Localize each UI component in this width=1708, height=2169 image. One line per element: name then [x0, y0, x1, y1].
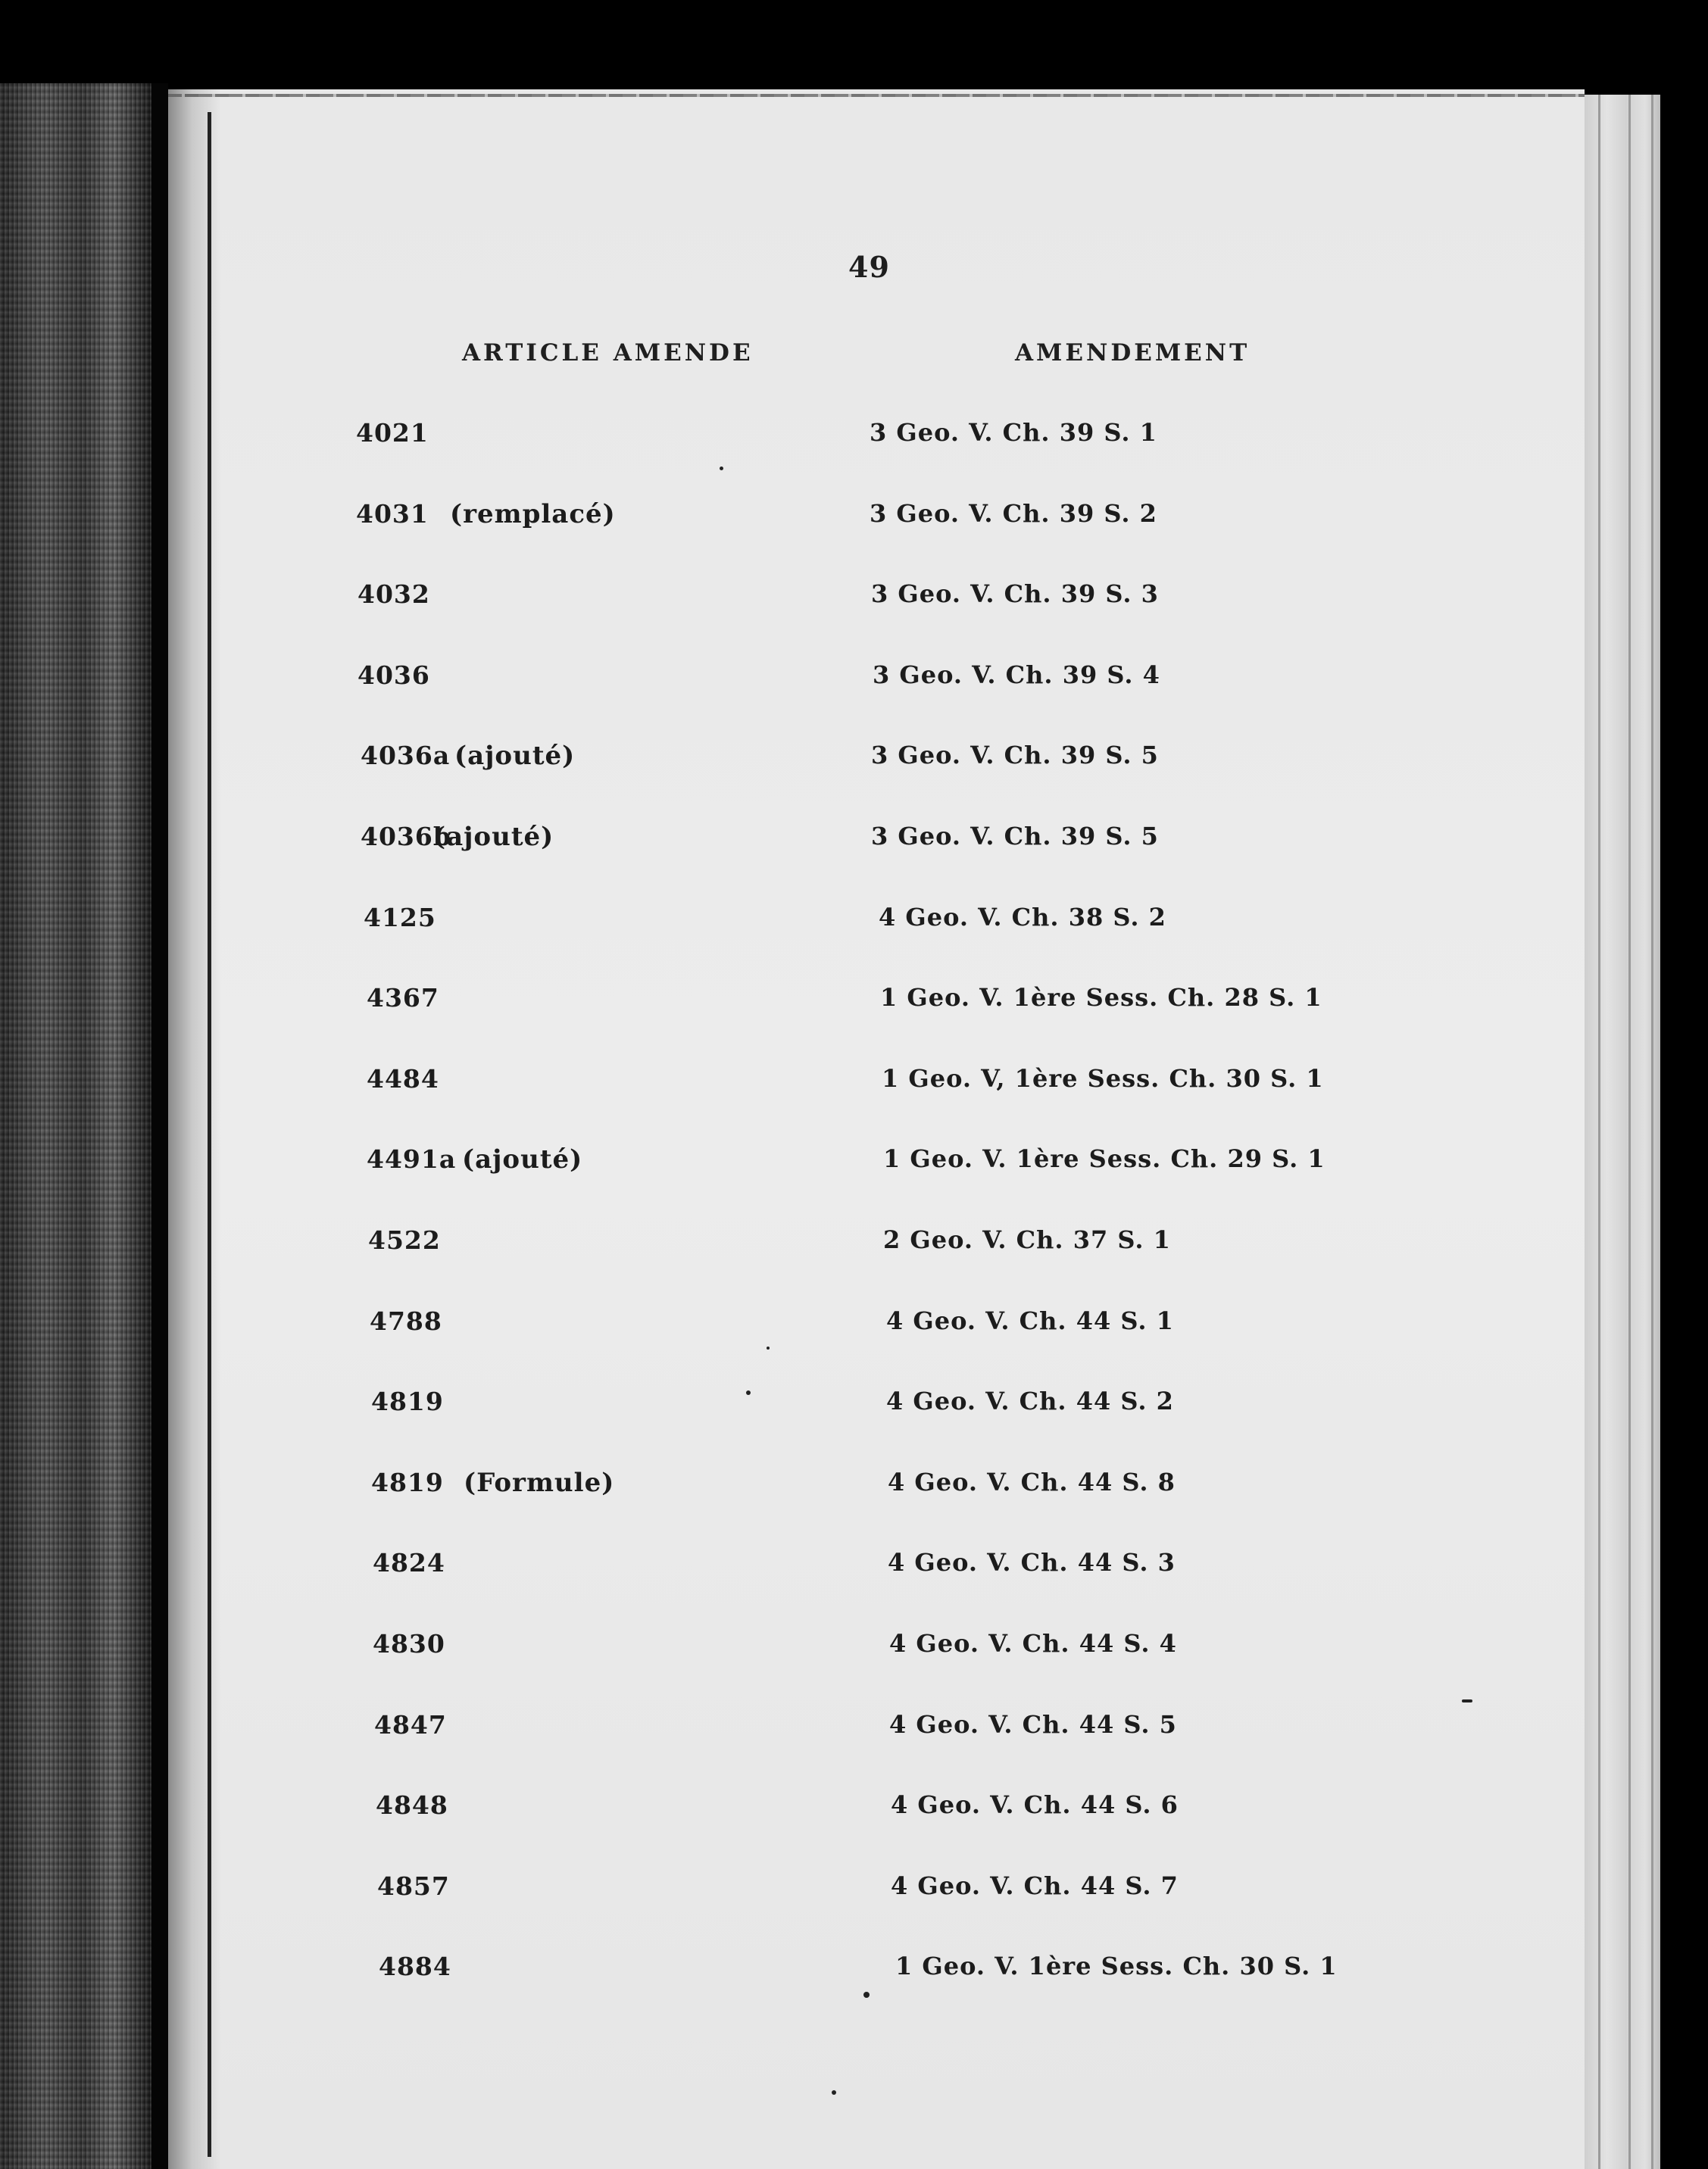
article-number: 4036b [361, 822, 451, 851]
scan-speck [863, 1992, 870, 1998]
stacked-page-edges [1585, 95, 1660, 2169]
article-number: 4036 [358, 660, 430, 690]
book-gutter [151, 83, 168, 2169]
scan-speck [1462, 1699, 1472, 1702]
page-number: 49 [848, 250, 890, 284]
amendment-reference: 4 Geo. V. Ch. 44 S. 4 [889, 1629, 1177, 1658]
table-row [0, 1548, 1708, 1586]
page-edge-line [1628, 95, 1631, 2169]
table-row [0, 1225, 1708, 1263]
adjacent-left-page [0, 83, 151, 2169]
article-note: (Formule) [464, 1468, 615, 1498]
article-number: 4367 [367, 983, 439, 1013]
scan-speck [746, 1390, 751, 1395]
table-row [0, 1468, 1708, 1506]
article-number: 4819 [371, 1468, 444, 1497]
table-row [0, 1629, 1708, 1667]
article-number: 4848 [376, 1790, 448, 1820]
table-row [0, 1306, 1708, 1344]
amendment-reference: 4 Geo. V. Ch. 44 S. 3 [888, 1548, 1176, 1577]
article-note: (ajouté) [433, 822, 554, 852]
table-row [0, 741, 1708, 779]
amendment-reference: 4 Geo. V. Ch. 44 S. 7 [891, 1871, 1179, 1900]
amendment-reference: 4 Geo. V. Ch. 44 S. 8 [888, 1468, 1176, 1496]
column-header-amendment: AMENDEMENT [1015, 339, 1251, 367]
amendment-reference: 3 Geo. V. Ch. 39 S. 1 [870, 418, 1157, 447]
table-row [0, 1952, 1708, 1990]
page-binding-shadow [168, 89, 221, 2169]
article-number: 4036a [361, 741, 451, 770]
table-row [0, 1790, 1708, 1828]
amendment-reference: 4 Geo. V. Ch. 44 S. 1 [886, 1306, 1174, 1335]
amendment-reference: 3 Geo. V. Ch. 39 S. 2 [870, 499, 1157, 528]
amendment-reference: 1 Geo. V. 1ère Sess. Ch. 29 S. 1 [883, 1144, 1325, 1173]
article-number: 4830 [373, 1629, 445, 1659]
article-note: (ajouté) [462, 1144, 583, 1175]
scan-speck [720, 467, 723, 470]
amendment-reference: 1 Geo. V. 1ère Sess. Ch. 30 S. 1 [895, 1952, 1338, 1980]
table-row [0, 499, 1708, 537]
table-row [0, 1064, 1708, 1102]
amendment-reference: 3 Geo. V. Ch. 39 S. 4 [873, 660, 1160, 689]
amendment-reference: 4 Geo. V. Ch. 38 S. 2 [879, 903, 1166, 932]
amendment-reference: 3 Geo. V. Ch. 39 S. 3 [871, 579, 1159, 608]
article-number: 4847 [374, 1710, 447, 1740]
table-row [0, 579, 1708, 617]
table-row [0, 1387, 1708, 1425]
amendment-reference: 4 Geo. V. Ch. 44 S. 6 [891, 1790, 1179, 1819]
amendment-reference: 3 Geo. V. Ch. 39 S. 5 [871, 741, 1159, 769]
amendment-reference: 4 Geo. V. Ch. 44 S. 5 [889, 1710, 1177, 1739]
article-number: 4491a [367, 1144, 457, 1174]
table-row [0, 903, 1708, 941]
article-number: 4021 [356, 418, 429, 448]
article-number: 4522 [368, 1225, 441, 1255]
amendment-reference: 1 Geo. V. 1ère Sess. Ch. 28 S. 1 [880, 983, 1322, 1012]
table-row [0, 1144, 1708, 1182]
document-page [168, 89, 1585, 2169]
article-note: (ajouté) [454, 741, 576, 771]
page-edge-line [1651, 95, 1653, 2169]
article-number: 4884 [379, 1952, 451, 1981]
table-row [0, 418, 1708, 456]
table-row [0, 660, 1708, 698]
article-number: 4819 [371, 1387, 444, 1416]
table-row [0, 1710, 1708, 1748]
scan-speck [767, 1347, 770, 1350]
amendment-reference: 1 Geo. V, 1ère Sess. Ch. 30 S. 1 [882, 1064, 1324, 1093]
table-row [0, 1871, 1708, 1909]
page-edge-line [1598, 95, 1600, 2169]
article-number: 4031 [356, 499, 429, 529]
article-number: 4857 [377, 1871, 450, 1901]
table-row [0, 983, 1708, 1021]
page-top-edge [168, 94, 1585, 97]
article-number: 4125 [364, 903, 436, 932]
article-number: 4484 [367, 1064, 439, 1094]
column-header-article: ARTICLE AMENDE [462, 339, 754, 367]
amendment-reference: 4 Geo. V. Ch. 44 S. 2 [886, 1387, 1174, 1415]
amendment-reference: 2 Geo. V. Ch. 37 S. 1 [883, 1225, 1171, 1254]
table-row [0, 822, 1708, 860]
article-number: 4788 [370, 1306, 442, 1336]
article-number: 4824 [373, 1548, 445, 1578]
article-number: 4032 [358, 579, 430, 609]
scan-speck [832, 2090, 836, 2095]
amendment-reference: 3 Geo. V. Ch. 39 S. 5 [871, 822, 1159, 850]
article-note: (remplacé) [450, 499, 616, 529]
